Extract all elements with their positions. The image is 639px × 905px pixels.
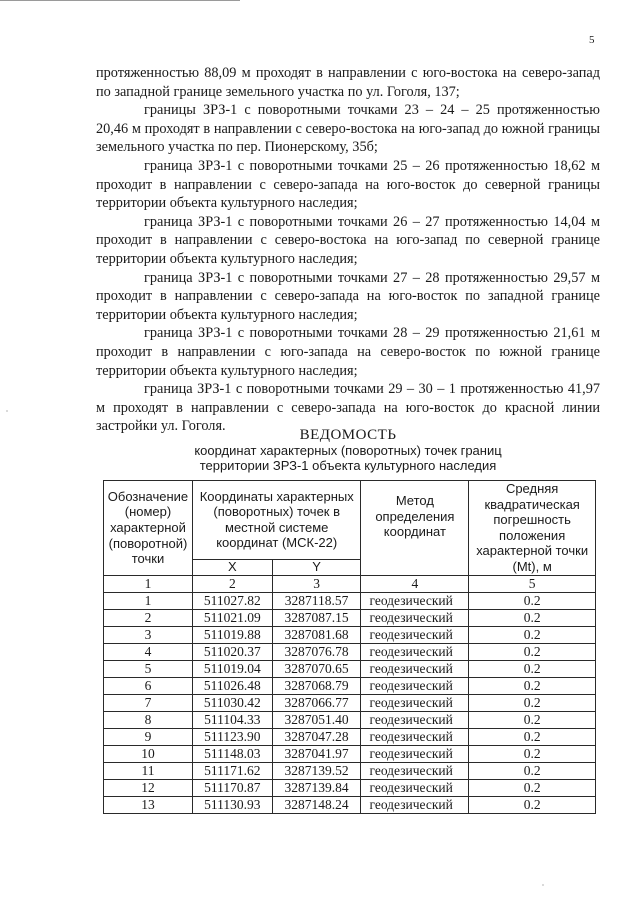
x-coordinate: 511020.37 bbox=[192, 643, 272, 660]
x-coordinate: 511026.48 bbox=[192, 677, 272, 694]
point-number: 8 bbox=[104, 711, 193, 728]
table-row bbox=[104, 694, 596, 711]
point-number: 6 bbox=[104, 677, 193, 694]
coordinates-table bbox=[103, 480, 596, 814]
point-number: 10 bbox=[104, 745, 193, 762]
title-main: ВЕДОМОСТЬ bbox=[299, 427, 397, 443]
mean-error: 0.2 bbox=[469, 592, 596, 609]
column-number-row bbox=[104, 575, 596, 592]
mean-error: 0.2 bbox=[469, 745, 596, 762]
mean-error: 0.2 bbox=[469, 762, 596, 779]
y-coordinate: 3287087.15 bbox=[272, 609, 361, 626]
header-point: Обозначение (номер) характерной (поворотной) точки bbox=[104, 481, 193, 576]
point-number: 11 bbox=[104, 762, 193, 779]
table-row bbox=[104, 796, 596, 813]
method: геодезический bbox=[361, 779, 469, 796]
y-coordinate: 3287118.57 bbox=[272, 592, 361, 609]
mean-error: 0.2 bbox=[469, 728, 596, 745]
paragraph: граница ЗРЗ-1 с поворотными точками 26 – 27 протяженностью 14,04 м проходит в направлении с северо-востока на юго-запад по северной границе территории объекта культурного наследия; bbox=[96, 213, 600, 267]
point-number: 12 bbox=[104, 779, 193, 796]
point-number: 13 bbox=[104, 796, 193, 813]
x-coordinate: 511170.87 bbox=[192, 779, 272, 796]
method: геодезический bbox=[361, 609, 469, 626]
x-coordinate: 511148.03 bbox=[192, 745, 272, 762]
mean-error: 0.2 bbox=[469, 626, 596, 643]
header-method: Метод определения координат bbox=[361, 481, 469, 576]
x-coordinate: 511123.90 bbox=[192, 728, 272, 745]
method: геодезический bbox=[361, 728, 469, 745]
mean-error: 0.2 bbox=[469, 609, 596, 626]
point-number: 4 bbox=[104, 643, 193, 660]
header-y: Y bbox=[272, 559, 361, 575]
title-line-3: территории ЗРЗ-1 объекта культурного наследия bbox=[199, 458, 497, 473]
table-row bbox=[104, 677, 596, 694]
method: геодезический bbox=[361, 660, 469, 677]
paragraph: граница ЗРЗ-1 с поворотными точками 28 – 29 протяженностью 21,61 м проходит в направлении с юго-запада на северо-восток по южной границе территории объекта культурного наследия; bbox=[96, 325, 600, 379]
x-coordinate: 511019.88 bbox=[192, 626, 272, 643]
method: геодезический bbox=[361, 796, 469, 813]
top-rule bbox=[0, 0, 240, 1]
paragraph: граница ЗРЗ-1 с поворотными точками 25 – 26 протяженностью 18,62 м проходит в направлении с северо-запада на юго-восток до северной границы территории объекта культурного наследия; bbox=[96, 157, 600, 212]
table-row bbox=[104, 660, 596, 677]
x-coordinate: 511104.33 bbox=[192, 711, 272, 728]
header-coordinates: Координаты характерных (поворотных) точек в местной системе координат (МСК-22) bbox=[192, 481, 361, 560]
method: геодезический bbox=[361, 677, 469, 694]
y-coordinate: 3287081.68 bbox=[272, 626, 361, 643]
column-number: 4 bbox=[361, 575, 469, 592]
table-row bbox=[104, 711, 596, 728]
table-row bbox=[104, 626, 596, 643]
point-number: 2 bbox=[104, 609, 193, 626]
method: геодезический bbox=[361, 626, 469, 643]
paragraph: границы ЗРЗ-1 с поворотными точками 23 – 24 – 25 протяженностью 20,46 м проходят в направлении с северо-востока на юго-запад до южной границы земельного участка по пер. Пионерскому, 35б; bbox=[96, 102, 600, 156]
y-coordinate: 3287139.84 bbox=[272, 779, 361, 796]
table-row bbox=[104, 643, 596, 660]
column-number: 2 bbox=[192, 575, 272, 592]
x-coordinate: 511171.62 bbox=[192, 762, 272, 779]
paragraph: граница ЗРЗ-1 с поворотными точками 27 – 28 протяженностью 29,57 м проходит в направлении с северо-запада на юго-восток по западной границе территории объекта культурного наследия; bbox=[96, 269, 600, 323]
y-coordinate: 3287076.78 bbox=[272, 643, 361, 660]
x-coordinate: 511027.82 bbox=[192, 592, 272, 609]
point-number: 7 bbox=[104, 694, 193, 711]
scan-speck bbox=[542, 884, 544, 886]
y-coordinate: 3287051.40 bbox=[272, 711, 361, 728]
mean-error: 0.2 bbox=[469, 643, 596, 660]
paragraph: протяженностью 88,09 м проходят в направлении с юго-востока на северо-запад по западной границе земельного участка по ул. Гоголя, 137; bbox=[96, 65, 600, 100]
column-number: 3 bbox=[272, 575, 361, 592]
mean-error: 0.2 bbox=[469, 796, 596, 813]
x-coordinate: 511130.93 bbox=[192, 796, 272, 813]
method: геодезический bbox=[361, 694, 469, 711]
method: геодезический bbox=[361, 592, 469, 609]
table-row bbox=[104, 609, 596, 626]
x-coordinate: 511030.42 bbox=[192, 694, 272, 711]
header-error: Средняя квадратическая погрешность положения характерной точки (Mt), м bbox=[469, 481, 596, 576]
mean-error: 0.2 bbox=[469, 779, 596, 796]
point-number: 5 bbox=[104, 660, 193, 677]
table-row bbox=[104, 745, 596, 762]
scan-speck bbox=[6, 410, 8, 412]
method: геодезический bbox=[361, 711, 469, 728]
point-number: 3 bbox=[104, 626, 193, 643]
y-coordinate: 3287066.77 bbox=[272, 694, 361, 711]
point-number: 1 bbox=[104, 592, 193, 609]
method: геодезический bbox=[361, 745, 469, 762]
statement-title bbox=[96, 427, 600, 473]
mean-error: 0.2 bbox=[469, 660, 596, 677]
table-row bbox=[104, 728, 596, 745]
title-line-2: координат характерных (поворотных) точек границ bbox=[194, 443, 502, 458]
x-coordinate: 511021.09 bbox=[192, 609, 272, 626]
y-coordinate: 3287047.28 bbox=[272, 728, 361, 745]
column-number: 1 bbox=[104, 575, 193, 592]
paragraph: граница ЗРЗ-1 с поворотными точками 29 – 30 – 1 протяженностью 41,97 м проходят в направлении с северо-запада на юго-восток до красной линии застройки ул. Гоголя. bbox=[96, 381, 600, 435]
y-coordinate: 3287041.97 bbox=[272, 745, 361, 762]
header-x: X bbox=[192, 559, 272, 575]
y-coordinate: 3287148.24 bbox=[272, 796, 361, 813]
y-coordinate: 3287139.52 bbox=[272, 762, 361, 779]
table-row bbox=[104, 762, 596, 779]
mean-error: 0.2 bbox=[469, 694, 596, 711]
mean-error: 0.2 bbox=[469, 677, 596, 694]
method: геодезический bbox=[361, 643, 469, 660]
table-row bbox=[104, 779, 596, 796]
table-row bbox=[104, 592, 596, 609]
y-coordinate: 3287068.79 bbox=[272, 677, 361, 694]
mean-error: 0.2 bbox=[469, 711, 596, 728]
page-number: 5 bbox=[589, 34, 595, 46]
point-number: 9 bbox=[104, 728, 193, 745]
column-number: 5 bbox=[469, 575, 596, 592]
method: геодезический bbox=[361, 762, 469, 779]
y-coordinate: 3287070.65 bbox=[272, 660, 361, 677]
x-coordinate: 511019.04 bbox=[192, 660, 272, 677]
body-text bbox=[96, 64, 600, 436]
